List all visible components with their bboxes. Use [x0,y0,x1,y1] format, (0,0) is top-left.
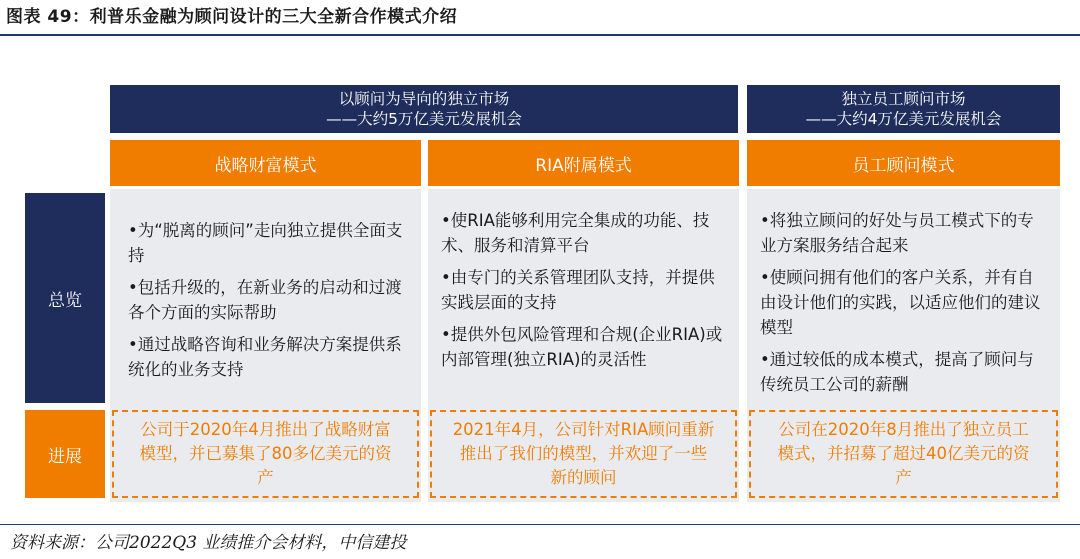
progress-line: 公司在2020年8月推出了独立员工 [778,420,1029,439]
model-header-strategic-wealth: 战略财富模式 [110,140,421,186]
group-header-opportunity: ——大约5万亿美元发展机会 [326,110,522,128]
progress-line: 产 [895,468,912,487]
row-label-overview: 总览 [25,193,105,403]
progress-line: 推出了我们的模型，并欢迎了一些 [459,444,708,463]
progress-line: 2021年4月，公司针对RIA顾问重新 [452,420,715,439]
bullet-item: •提供外包风险管理和合规(企业RIA)或内部管理(独立RIA)的灵活性 [441,325,723,369]
progress-box-col1 [112,410,419,498]
bullet-item: •为“脱离的顾问”走向独立提供全面支持 [128,221,403,265]
row-label-progress: 进展 [25,410,105,498]
group-header-employee-market [747,85,1060,133]
progress-box-col2 [430,410,737,498]
bullet-item: •使顾问拥有他们的客户关系，并有自由设计他们的实践，以适应他们的建议模型 [760,268,1041,337]
bullet-item: •使RIA能够利用完全集成的功能、技术、服务和清算平台 [441,211,710,255]
bullet-item: •通过战略咨询和业务解决方案提供系统化的业务支持 [128,335,402,379]
overview-text-col3 [760,208,1050,404]
bullet-item: •由专门的关系管理团队支持，并提供实践层面的支持 [441,268,715,312]
source-divider [0,524,1080,525]
group-header-opportunity: ——大约4万亿美元发展机会 [805,110,1002,128]
title-divider [0,34,1080,36]
model-header-ria-affiliate: RIA附属模式 [428,140,739,186]
progress-line: 产 [257,468,274,487]
progress-line: 新的顾问 [550,468,617,487]
bullet-item: •包括升级的，在新业务的启动和过渡各个方面的实际帮助 [128,278,402,322]
source-note: 资料来源：公司2022Q3 业绩推介会材料，中信建投 [10,533,407,553]
progress-line: 模式，并招募了超过40亿美元的资 [777,444,1030,463]
group-header-title: 以顾问为导向的独立市场 [338,90,510,108]
progress-line: 公司于2020年4月推出了战略财富 [140,420,391,439]
bullet-item: •将独立顾问的好处与员工模式下的专业方案服务结合起来 [760,211,1034,255]
group-header-independent-market [110,85,738,133]
progress-box-col3 [749,410,1058,498]
overview-text-col2 [441,208,726,379]
figure-title: 图表 49：利普乐金融为顾问设计的三大全新合作模式介绍 [6,7,458,27]
group-header-title: 独立员工顾问市场 [841,90,966,108]
progress-line: 模型，并已募集了80多亿美元的资 [139,444,392,463]
bullet-item: •通过较低的成本模式，提高了顾问与传统员工公司的薪酬 [760,350,1034,394]
overview-text-col1 [128,218,408,389]
model-header-employee-advisor: 员工顾问模式 [747,140,1060,186]
